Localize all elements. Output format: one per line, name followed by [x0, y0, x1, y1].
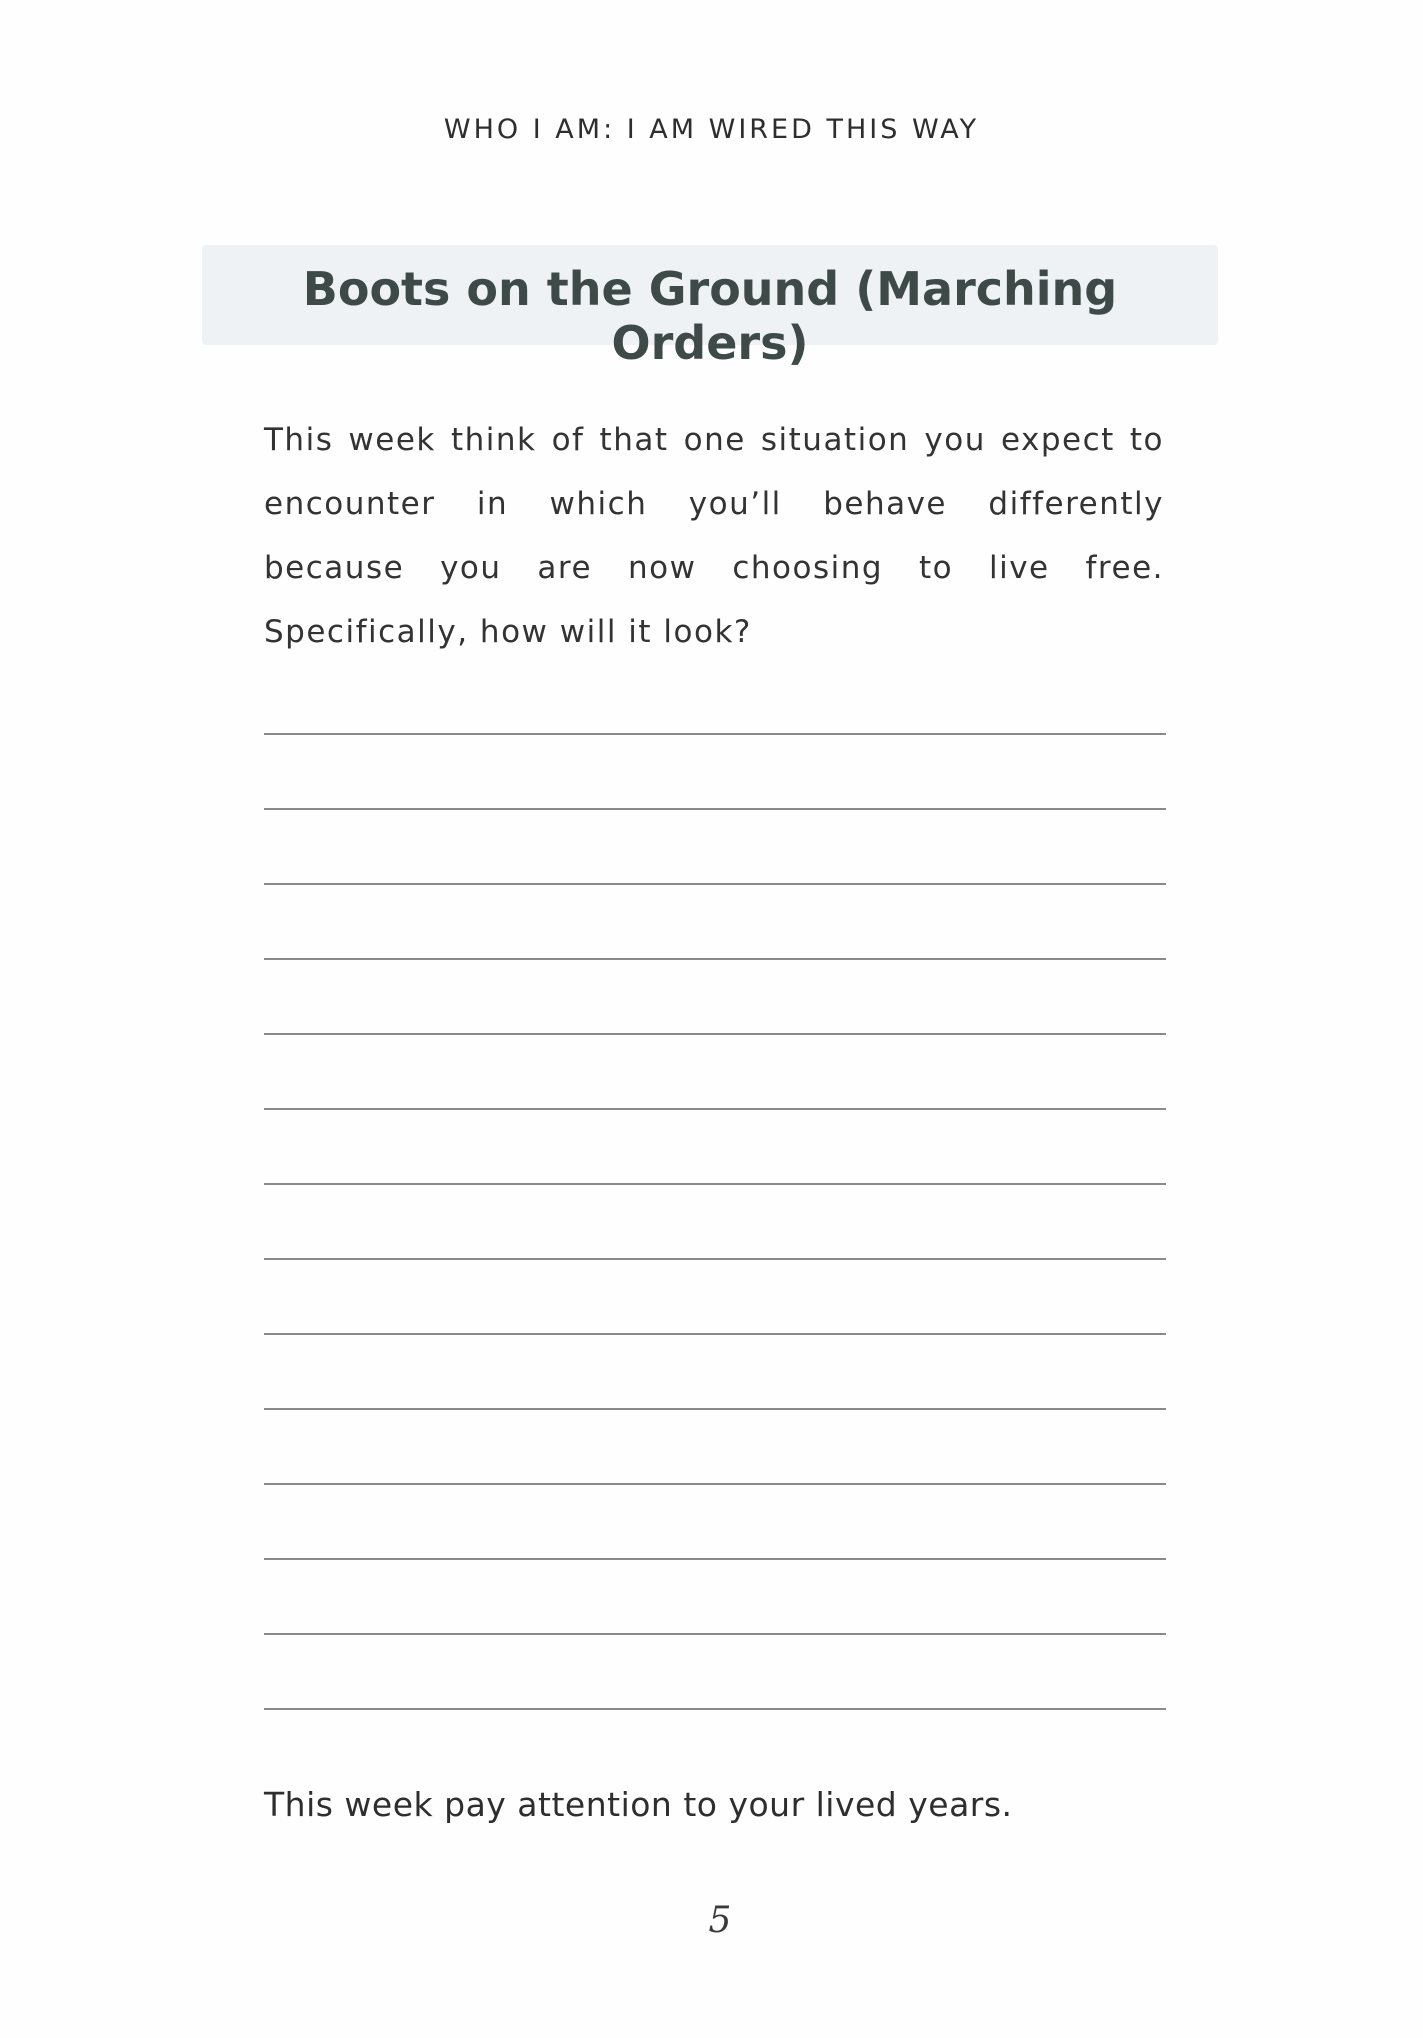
writing-lines: [264, 733, 1166, 1710]
running-head: WHO I AM: I AM WIRED THIS WAY: [443, 114, 980, 145]
writing-line: [264, 1185, 1166, 1260]
writing-line: [264, 885, 1166, 960]
writing-line: [264, 1110, 1166, 1185]
section-title: Boots on the Ground (Marching Orders): [302, 262, 1118, 370]
writing-line: [264, 810, 1166, 885]
writing-line: [264, 1485, 1166, 1560]
writing-line: [264, 1635, 1166, 1710]
closing-text: This week pay attention to your lived years.: [264, 1785, 1013, 1824]
writing-line: [264, 1035, 1166, 1110]
writing-line: [264, 1335, 1166, 1410]
writing-line: [264, 1560, 1166, 1635]
writing-line: [264, 1260, 1166, 1335]
writing-line: [264, 960, 1166, 1035]
prompt-text: This week think of that one situation you expect to encounter in which you’ll behave differently because you are now choosing to live free. Specifically, how will it look?: [264, 422, 1164, 650]
writing-line: [264, 1410, 1166, 1485]
page-number: 5: [708, 1900, 732, 1941]
writing-line: [264, 735, 1166, 810]
